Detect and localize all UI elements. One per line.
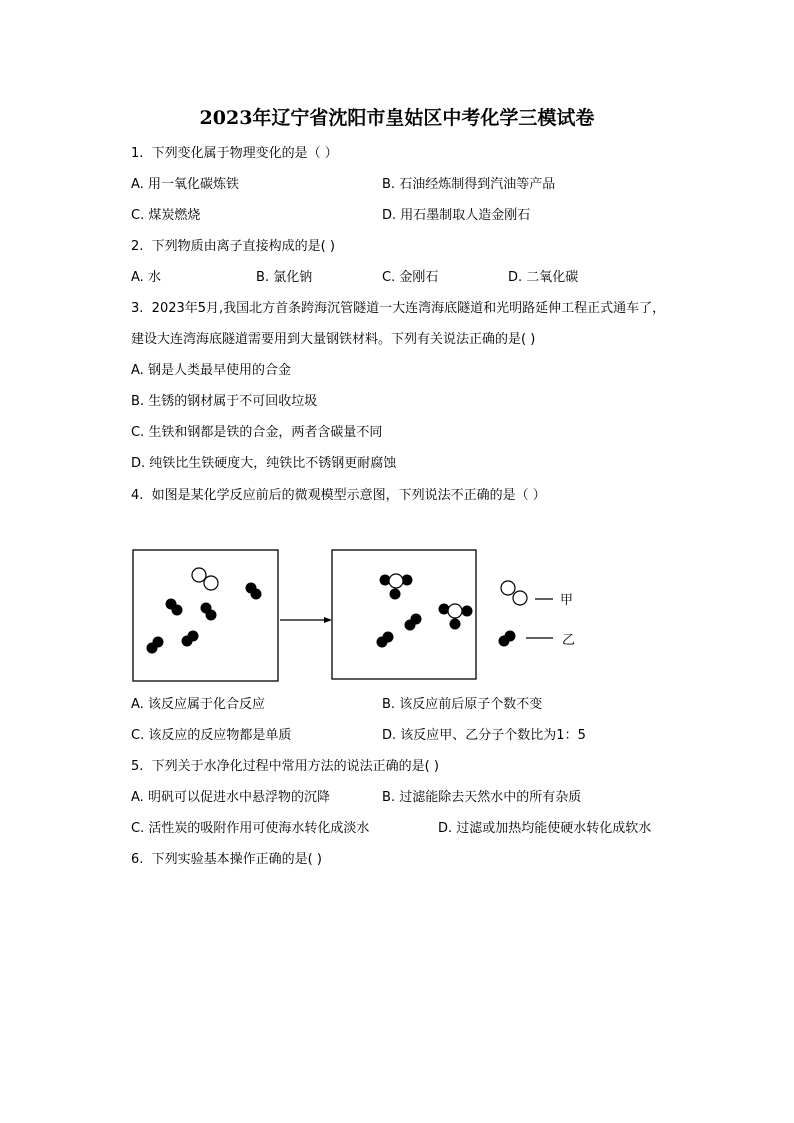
- option-d: [131, 455, 396, 473]
- option-c: [131, 727, 291, 745]
- option-b: [382, 696, 542, 714]
- question-1: [131, 145, 338, 163]
- option-a: [131, 696, 265, 714]
- legend-jia-icon: [501, 581, 527, 605]
- option-b: [382, 176, 555, 194]
- option-text: 过滤或加热均能使硬水转化成软水: [456, 821, 652, 836]
- question-stem: 下列变化属于物理变化的是（ ）: [151, 146, 338, 161]
- option-d: [508, 269, 578, 287]
- option-label: D.: [438, 821, 453, 836]
- question-number: 5.: [131, 759, 144, 774]
- option-c: [131, 424, 382, 442]
- jia-molecule: [192, 568, 218, 590]
- question-stem-line-2: 建设大连湾海底隧道需要用到大量钢铁材料。下列有关说法正确的是( ): [131, 332, 536, 347]
- option-d: [438, 820, 651, 838]
- question-2: [131, 238, 335, 256]
- option-c: [131, 207, 200, 225]
- option-c: [382, 269, 438, 287]
- question-stem-line-1: 2023年5月,我国北方首条跨海沉管隧道一大连湾海底隧道和光明路延伸工程正式通车了，: [151, 301, 666, 316]
- question-number: 4.: [131, 488, 144, 503]
- option-label: A.: [131, 270, 144, 285]
- option-label: A.: [131, 697, 144, 712]
- product-molecule: [439, 604, 473, 630]
- question-number: 1.: [131, 146, 144, 161]
- yi-molecule: [182, 631, 199, 647]
- option-label: B.: [382, 697, 396, 712]
- option-a: [131, 789, 330, 807]
- option-a: [131, 269, 161, 287]
- option-text: 纯铁比生铁硬度大，纯铁比不锈钢更耐腐蚀: [149, 456, 397, 471]
- option-label: C.: [131, 208, 145, 223]
- option-text: 该反应的反应物都是单质: [148, 728, 292, 743]
- option-text: 石油经炼制得到汽油等产品: [399, 177, 556, 192]
- question-stem: 如图是某化学反应前后的微观模型示意图，下列说法不正确的是（ ）: [151, 488, 546, 503]
- option-text: 煤炭燃烧: [148, 208, 201, 223]
- option-label: C.: [131, 425, 145, 440]
- option-text: 过滤能除去天然水中的所有杂质: [399, 790, 582, 805]
- yi-molecule: [246, 583, 262, 600]
- option-label: B.: [382, 790, 396, 805]
- question-number: 6.: [131, 852, 144, 867]
- option-b: [131, 393, 317, 411]
- yi-molecule: [201, 603, 217, 621]
- legend-yi-label: 乙: [562, 633, 576, 648]
- yi-molecule: [147, 637, 164, 654]
- question-number: 2.: [131, 239, 144, 254]
- option-a: [131, 362, 291, 380]
- before-reaction-box: [133, 550, 278, 681]
- option-text: 该反应属于化合反应: [147, 697, 265, 712]
- question-4: [131, 487, 546, 505]
- option-b: [382, 789, 581, 807]
- legend-jia-label: 甲: [560, 593, 574, 608]
- option-label: B.: [131, 394, 145, 409]
- option-text: 明矾可以促进水中悬浮物的沉降: [147, 790, 330, 805]
- option-text: 钢是人类最早使用的合金: [147, 363, 291, 378]
- option-text: 氯化钠: [273, 270, 313, 285]
- question-6: [131, 851, 322, 869]
- option-label: A.: [131, 363, 144, 378]
- question-3: [131, 300, 665, 318]
- option-label: B.: [256, 270, 270, 285]
- question-stem: 下列物质由离子直接构成的是( ): [151, 239, 335, 254]
- option-label: D.: [508, 270, 523, 285]
- option-label: A.: [131, 790, 144, 805]
- option-text: 水: [147, 270, 161, 285]
- question-stem: 下列关于水净化过程中常用方法的说法正确的是( ): [151, 759, 439, 774]
- yi-molecule: [405, 614, 422, 631]
- question-5: [131, 758, 439, 776]
- option-label: C.: [131, 728, 145, 743]
- option-label: C.: [131, 821, 145, 836]
- page-title: 2023年辽宁省沈阳市皇姑区中考化学三模试卷: [199, 107, 595, 129]
- option-b: [256, 269, 312, 287]
- yi-molecule: [377, 632, 394, 648]
- option-text: 生锈的钢材属于不可回收垃圾: [148, 394, 318, 409]
- option-text: 生铁和钢都是铁的合金，两者含碳量不同: [148, 425, 383, 440]
- option-d: [382, 727, 586, 745]
- option-c: [131, 820, 369, 838]
- option-label: C.: [382, 270, 396, 285]
- legend-yi-icon: [499, 631, 516, 647]
- option-text: 该反应甲、乙分子个数比为1：5: [400, 728, 586, 743]
- reaction-diagram: [130, 548, 590, 686]
- question-number: 3.: [131, 301, 144, 316]
- option-a: [131, 176, 239, 194]
- option-label: D.: [382, 208, 397, 223]
- option-label: A.: [131, 177, 144, 192]
- yi-molecule: [166, 599, 183, 616]
- arrow-head-icon: [324, 617, 332, 623]
- option-text: 该反应前后原子个数不变: [399, 697, 543, 712]
- option-d: [382, 207, 530, 225]
- question-stem: 下列实验基本操作正确的是( ): [151, 852, 322, 867]
- product-molecule: [380, 574, 413, 600]
- option-text: 用一氧化碳炼铁: [147, 177, 239, 192]
- option-text: 活性炭的吸附作用可使海水转化成淡水: [148, 821, 370, 836]
- option-text: 二氧化碳: [526, 270, 579, 285]
- option-label: D.: [382, 728, 397, 743]
- option-text: 金刚石: [399, 270, 439, 285]
- option-text: 用石墨制取人造金刚石: [400, 208, 531, 223]
- option-label: D.: [131, 456, 146, 471]
- option-label: B.: [382, 177, 396, 192]
